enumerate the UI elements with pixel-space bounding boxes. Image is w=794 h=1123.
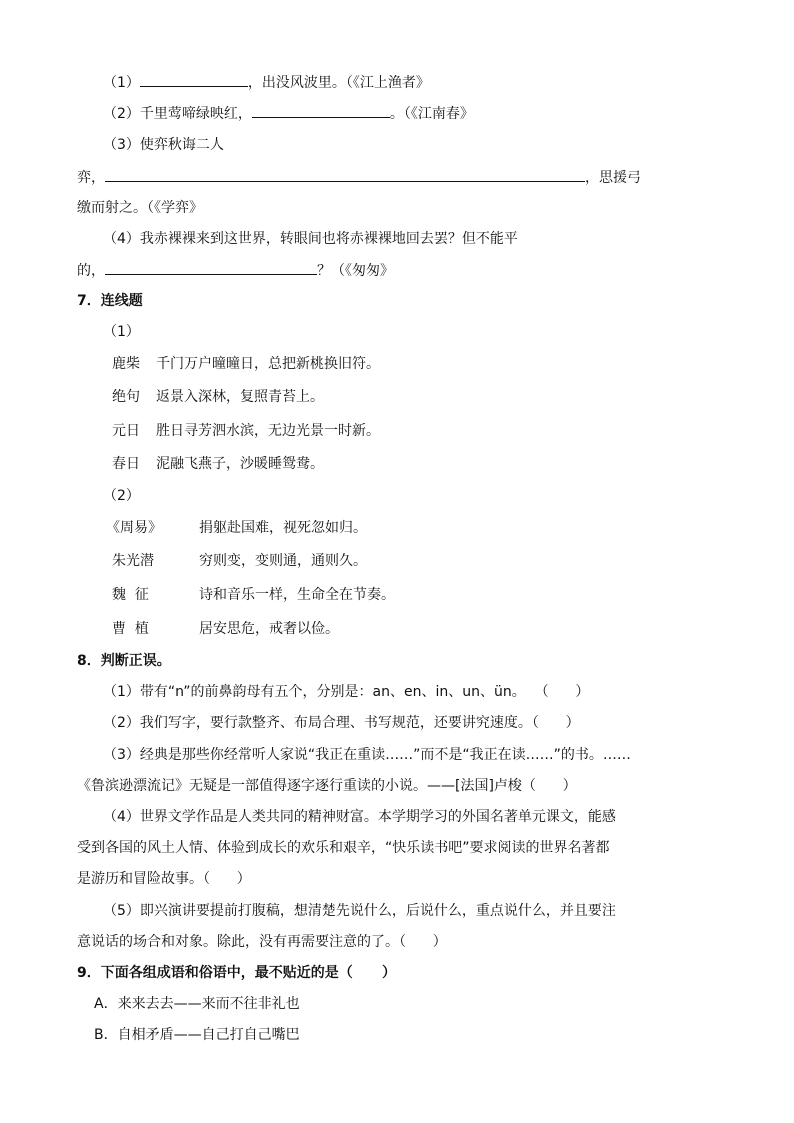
q7-set2-left-2[interactable]: 朱光潜 — [112, 553, 154, 569]
q6-4-before: 的， — [77, 263, 105, 279]
q7-set2-left-1[interactable]: 《周易》 — [106, 520, 162, 536]
q6-3-before: 弈， — [77, 170, 105, 186]
q7-set2-right-3[interactable]: 诗和音乐一样，生命全在节奏。 — [199, 587, 395, 603]
q8-statement-3b: 《鲁滨逊漂流记》无疑是一部值得逐字逐行重读的小说。——[法国]卢梭（ ） — [77, 778, 577, 794]
q6-line-3: （3）使弈秋诲二人 — [103, 137, 224, 153]
q8-title: 8．判断正误。 — [77, 653, 171, 669]
q7-set2-left-4[interactable]: 曹 植 — [112, 621, 149, 637]
q6-1-number: （1） — [103, 75, 140, 91]
q6-1-text: ，出没风波里。（《江上渔者》 — [247, 75, 430, 91]
q6-line-1 — [103, 72, 430, 93]
q8-statement-4b: 受到各国的风土人情、体验到成长的欢乐和艰辛，“快乐读书吧”要求阅读的世界名著都 — [77, 840, 610, 856]
q9-option-b[interactable]: B．自相矛盾——自己打自己嘴巴 — [94, 1027, 300, 1043]
q6-3-after: ，思援弓 — [585, 170, 641, 186]
q6-1-blank[interactable] — [140, 72, 248, 87]
q7-set2-left-3[interactable]: 魏 征 — [112, 587, 149, 603]
q6-line-2 — [103, 103, 474, 124]
q9-option-a[interactable]: A．来来去去——来而不往非礼也 — [94, 996, 300, 1012]
q7-title: 7．连线题 — [77, 293, 143, 309]
q6-line-4 — [77, 167, 641, 188]
q7-set1-right-1[interactable]: 千门万户曈曈日，总把新桃换旧符。 — [156, 356, 380, 372]
q7-set2-right-1[interactable]: 捐躯赴国难，视死忽如归。 — [199, 520, 367, 536]
q7-part1-label: （1） — [103, 324, 140, 340]
q7-set1-right-2[interactable]: 返景入深林，复照青苔上。 — [156, 389, 324, 405]
q6-3-blank[interactable] — [105, 167, 585, 182]
q6-line-5: 缴而射之。（《学弈》 — [77, 200, 203, 216]
q7-set2-right-4[interactable]: 居安思危，戒奢以俭。 — [199, 621, 339, 637]
q7-set1-left-3[interactable]: 元日 — [112, 423, 140, 439]
q7-set1-right-3[interactable]: 胜日寻芳泗水滨，无边光景一时新。 — [156, 423, 380, 439]
q6-2-blank[interactable] — [252, 103, 390, 118]
q6-line-7 — [77, 260, 394, 281]
q8-statement-4c: 是游历和冒险故事。（ ） — [77, 871, 251, 887]
q7-part2-label: （2） — [103, 488, 140, 504]
q8-statement-1: （1）带有“n”的前鼻韵母有五个，分别是：an、en、in、un、ün。 （ ） — [103, 684, 590, 700]
q8-statement-5b: 意说话的场合和对象。除此，没有再需要注意的了。（ ） — [77, 934, 447, 950]
q7-set1-left-2[interactable]: 绝句 — [112, 389, 140, 405]
q7-set2-right-2[interactable]: 穷则变，变则通，通则久。 — [199, 553, 367, 569]
q7-set1-left-1[interactable]: 鹿柴 — [112, 356, 140, 372]
q8-statement-3a: （3）经典是那些你经常听人家说“我正在重读……”而不是“我正在读……”的书。…… — [103, 747, 631, 763]
q6-2-after: 。（《江南春》 — [389, 106, 474, 122]
q6-4-after: ？（《匆匆》 — [317, 263, 394, 279]
q7-set1-right-4[interactable]: 泥融飞燕子，沙暖睡鸳鸯。 — [156, 456, 324, 472]
q9-title: 9．下面各组成语和俗语中，最不贴近的是（ ） — [77, 965, 396, 981]
q6-line-6: （4）我赤裸裸来到这世界，转眼间也将赤裸裸地回去罢？但不能平 — [103, 231, 518, 247]
q6-2-text: （2）千里莺啼绿映红， — [103, 106, 252, 122]
q8-statement-2: （2）我们写字，要行款整齐、布局合理、书写规范，还要讲究速度。（ ） — [103, 715, 580, 731]
q8-statement-5a: （5）即兴演讲要提前打腹稿，想清楚先说什么，后说什么，重点说什么，并且要注 — [103, 903, 616, 919]
q7-set1-left-4[interactable]: 春日 — [112, 456, 140, 472]
q6-4-blank[interactable] — [105, 260, 317, 275]
q8-statement-4a: （4）世界文学作品是人类共同的精神财富。本学期学习的外国名著单元课文，能感 — [103, 809, 616, 825]
